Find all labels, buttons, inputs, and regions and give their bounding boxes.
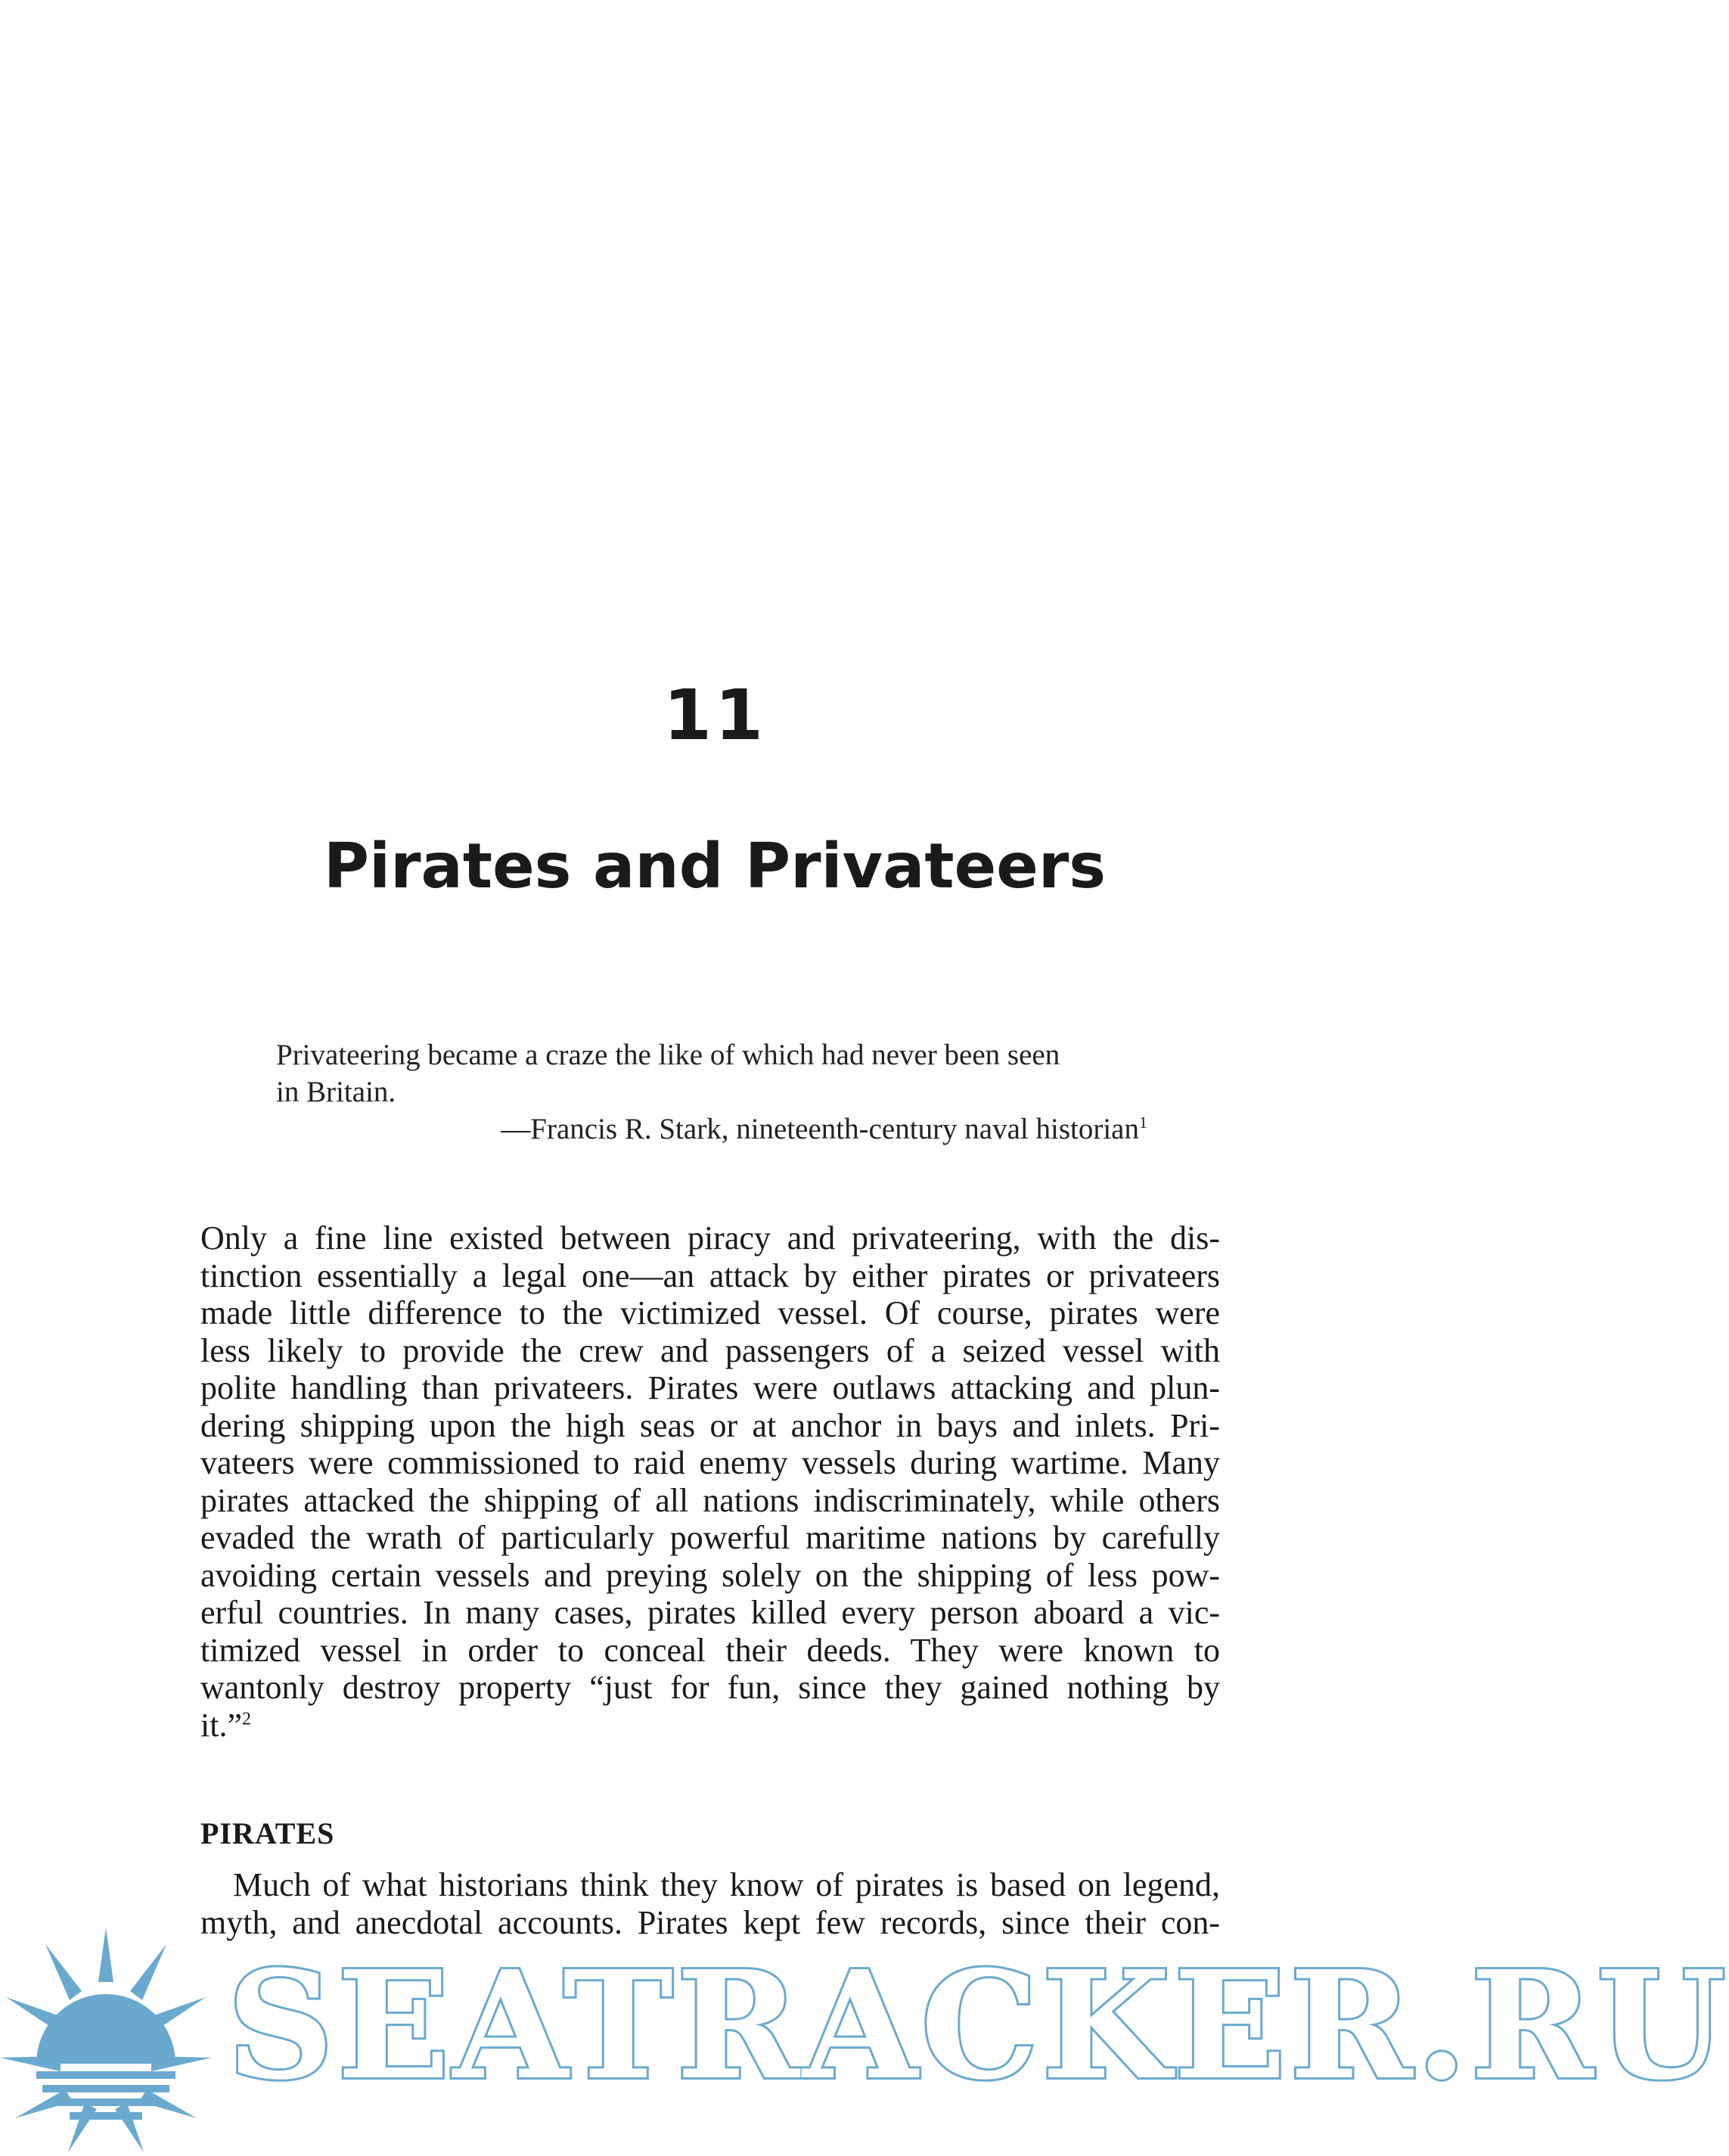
text-line: pirates attacked the shipping of all nations indiscriminately, while others (200, 1481, 1220, 1519)
text-line: dering shipping upon the high seas or at anchor in bays and inlets. Pri- (200, 1406, 1220, 1444)
watermark-text: SEATRACKER.RU (227, 1939, 1729, 2113)
chapter-title: Pirates and Privateers (323, 831, 1107, 902)
epigraph-line: Privateering became a craze the like of which had never been seen (276, 1039, 1060, 1071)
chapter-number: 11 (663, 675, 767, 756)
text-line: timized vessel in order to conceal their deeds. They were known to (200, 1631, 1220, 1669)
text-line: wantonly destroy property “just for fun, since they gained nothing by (200, 1669, 1220, 1706)
text-line: Much of what historians think they know of pirates is based on legend, (233, 1866, 1220, 1903)
text-line: myth, and anecdotal accounts. Pirates kept few records, since their con- (200, 1903, 1220, 1941)
footnote-marker: 1 (1139, 1113, 1147, 1132)
text-line (200, 1707, 1220, 1744)
section-heading: PIRATES (200, 1816, 335, 1850)
text-line: made little difference to the victimized vessel. Of course, pirates were (200, 1294, 1220, 1331)
text-line: tinction essentially a legal one—an attack by either pirates or privateers (200, 1257, 1220, 1294)
epigraph-quote (276, 1036, 1146, 1111)
attribution-text: —Francis R. Stark, nineteenth-century naval historian (501, 1113, 1139, 1145)
epigraph-attribution (276, 1111, 1147, 1148)
text-line: erful countries. In many cases, pirates killed every person aboard a vic- (200, 1594, 1220, 1631)
text-line: evaded the wrath of particularly powerful maritime nations by carefully (200, 1519, 1220, 1556)
epigraph-line: in Britain. (276, 1076, 396, 1108)
text-line: Only a fine line existed between piracy and privateering, with the dis- (200, 1219, 1220, 1257)
text-line: avoiding certain vessels and preying solely on the shipping of less pow- (200, 1556, 1220, 1594)
text-line: less likely to provide the crew and passengers of a seized vessel with (200, 1331, 1220, 1369)
last-line-text: it.” (200, 1706, 242, 1744)
footnote-marker: 2 (241, 1708, 251, 1729)
sun-icon (0, 1928, 212, 2152)
text-line: polite handling than privateers. Pirates were outlaws attacking and plun- (200, 1369, 1220, 1406)
body-paragraph (200, 1219, 1220, 1744)
text-line: vateers were commissioned to raid enemy vessels during wartime. Many (200, 1444, 1220, 1481)
